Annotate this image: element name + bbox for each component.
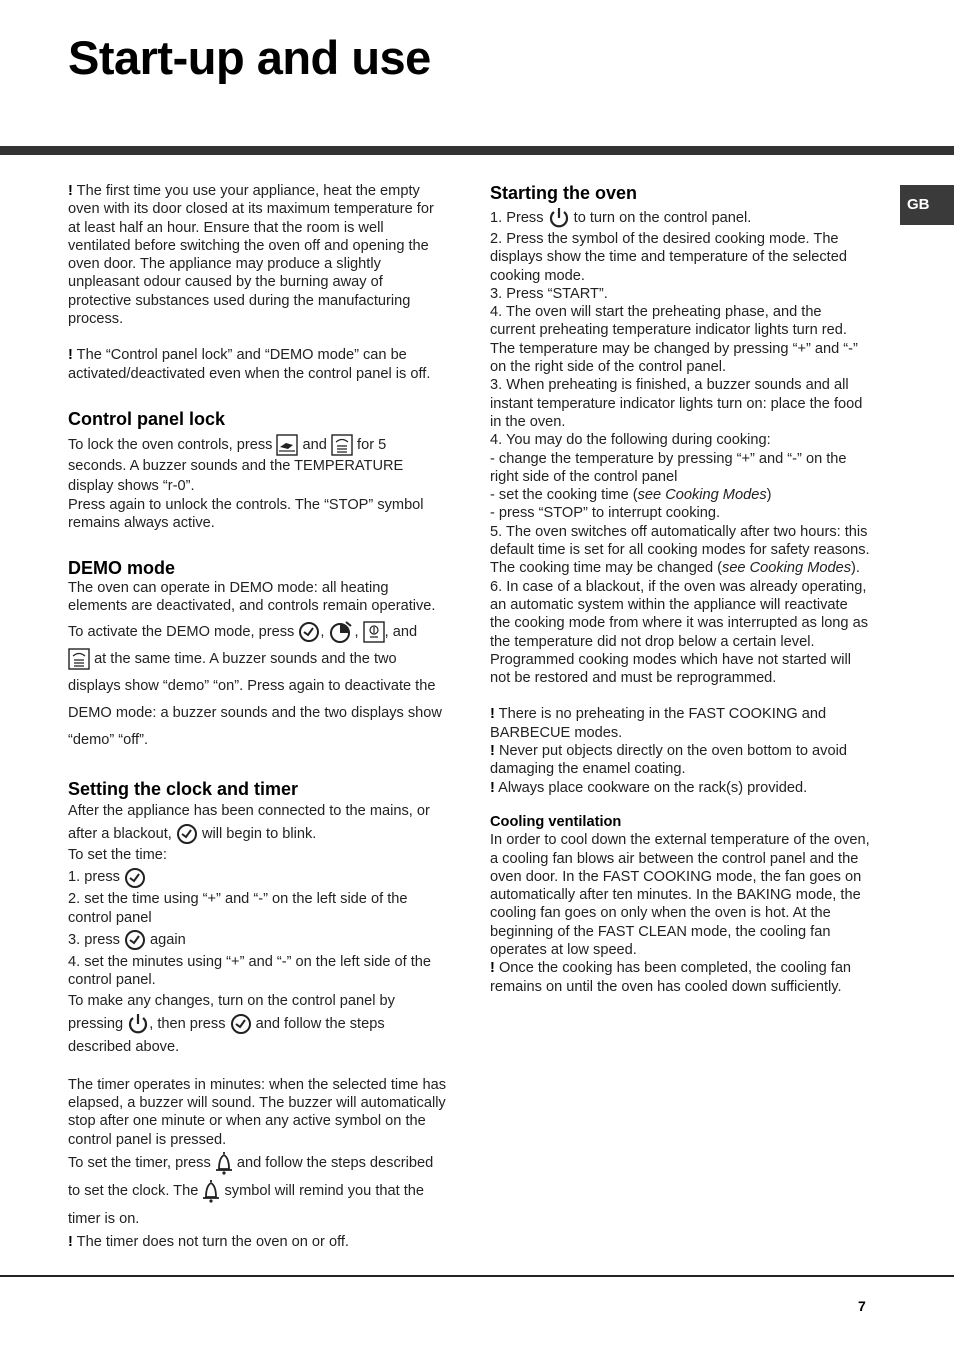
clock-step-2: 2. set the time using “+” and “-” on the left side of the control panel: [68, 891, 408, 926]
start-step-3: 3. Press “START”.: [490, 285, 608, 302]
start-step-9: - press “STOP” to interrupt cooking.: [490, 505, 721, 522]
demo-paragraph-1: The oven can operate in DEMO mode: all heating elements are deactivated, and controls remain operative.: [68, 579, 436, 614]
defrost-icon: [363, 621, 385, 643]
start-step-10: 5. The oven switches off automatically after two hours: this default time is set for all cooking modes for safety reasons.: [490, 523, 870, 559]
start-step-2: 2. Press the symbol of the desired cooking mode. The displays show the time and temperature of the selected cooking mode.: [490, 231, 847, 284]
clock-icon: [124, 867, 146, 889]
unlock-paragraph: Press again to unlock the controls. The “STOP” symbol remains always active.: [68, 496, 424, 532]
control-panel-lock-heading: Control panel lock: [68, 408, 226, 429]
right-column: [490, 182, 870, 996]
start-step-4: 4. The oven will start the preheating phase, and the current preheating temperature indicator lights turn red. The temperature may be changed by pressing “+” and “-” on the right side of the control panel.: [490, 304, 858, 376]
grill-icon: [276, 434, 298, 456]
clock-icon: [124, 929, 146, 951]
clock-step-3: 3. press again: [68, 927, 448, 953]
intro-warning-2: ! The “Control panel lock” and “DEMO mode” can be activated/deactivated even when the control panel is off.: [68, 347, 431, 382]
start-step-7: - change the temperature by pressing “+” and “-” on the right side of the control panel: [490, 450, 847, 485]
clock-step-intro: To set the time:: [68, 847, 167, 864]
footer-divider: [0, 1275, 954, 1277]
warning-mark: !: [68, 183, 73, 199]
cooking-modes-reference: see Cooking Modes: [637, 487, 767, 504]
fan-oven-icon: [331, 434, 353, 456]
intro-warning-1: ! The first time you use your appliance, heat the empty oven with its door closed at its maximum temperature for at least half an hour. Ensure that the room is well ventilated before switching the oven off and opening the oven door. The appliance may produce a slightly unpleasant odour caused by the burning away of protective substances used during the manufacturing process.: [68, 183, 434, 328]
clock-step-1: 1. press: [68, 864, 448, 890]
clock-icon: [298, 621, 320, 643]
warning-mark: !: [68, 347, 73, 364]
start-step-6: 4. You may do the following during cooking:: [490, 432, 771, 449]
start-step-12: 6. In case of a blackout, if the oven was already operating, an automatic system within the appliance will reactivate the cooking mode from where it was interrupted as long as the temperature did not drop below a certain level. Programmed cooking modes which have not started will not be restored and must be reprogrammed.: [490, 578, 869, 687]
bell-icon: [202, 1178, 220, 1204]
warning-oven-bottom: ! Never put objects directly on the oven bottom to avoid damaging the enamel coating.: [490, 743, 847, 778]
clock-step-4: 4. set the minutes using “+” and “-” on the left side of the control panel.: [68, 954, 432, 989]
timer-paragraph: The timer operates in minutes: when the selected time has elapsed, a buzzer will sound. The buzzer will automatically stop after one minute or when any active symbol on the control panel is pressed.: [68, 1076, 447, 1148]
bell-icon: [215, 1150, 233, 1176]
start-step-8: - set the cooking time (see Cooking Modes): [490, 487, 772, 504]
page-number: 7: [858, 1298, 866, 1314]
timer-set-paragraph: To set the timer, press and follow the steps described to set the clock. The symbol will remind you that the timer is on.: [68, 1149, 448, 1233]
demo-paragraph-2: To activate the DEMO mode, press , , , and at the same time. A buzzer sounds and the two displays show “demo” “on”. Press again to deactivate the DEMO mode: a buzzer sounds and the two displays show “demo” “off”.: [68, 619, 448, 754]
start-step-11: The cooking time may be changed (see Cooking Modes).: [490, 560, 860, 577]
language-tab: GB: [900, 185, 954, 225]
lock-paragraph: To lock the oven controls, press and for 5 seconds. A buzzer sounds and the TEMPERATURE display shows “r-0”.: [68, 434, 448, 496]
ventilation-paragraph: In order to cool down the external temperature of the oven, a cooling fan blows air between the control panel and the oven door. In the FAST COOKING mode, the fan goes on automatically after ten minutes. In the BAKING mode, the cooling fan goes on only when the oven is hot. At the beginning of the FAST CLEAN mode, the cooling fan operates at low speed.: [490, 832, 870, 958]
warning-cookware: ! Always place cookware on the rack(s) provided.: [490, 779, 808, 796]
clock-changes-paragraph: To make any changes, turn on the control panel by pressing , then press and follow the steps described above.: [68, 992, 395, 1055]
start-step-5: 3. When preheating is finished, a buzzer sounds and all instant temperature indicator lights turn on: place the food in the oven.: [490, 377, 863, 430]
start-step-1: 1. Press to turn on the control panel.: [490, 206, 870, 230]
clock-icon: [176, 823, 198, 845]
power-icon: [127, 1012, 149, 1036]
header-divider: [0, 146, 954, 155]
page-title: Start-up and use: [68, 31, 431, 84]
left-column: [68, 182, 448, 1251]
power-icon: [548, 206, 570, 230]
demo-mode-heading: DEMO mode: [68, 557, 176, 578]
warning-preheating: ! There is no preheating in the FAST COOKING and BARBECUE modes.: [490, 706, 827, 741]
warning-mark: !: [68, 1233, 73, 1250]
timer-warning: ! The timer does not turn the oven on or off.: [68, 1233, 349, 1250]
cooling-ventilation-heading: Cooling ventilation: [490, 813, 622, 830]
starting-oven-heading: Starting the oven: [490, 183, 638, 203]
fan-oven-icon: [68, 648, 90, 670]
clock-timer-heading: Setting the clock and timer: [68, 779, 299, 800]
clock-paragraph-1: After the appliance has been connected to the mains, or after a blackout, will begin to blink.: [68, 800, 448, 846]
clock-icon: [230, 1013, 252, 1035]
ventilation-warning: ! Once the cooking has been completed, the cooling fan remains on until the oven has cooled down sufficiently.: [490, 960, 852, 995]
timer-dial-icon: [328, 620, 354, 644]
cooking-modes-reference: see Cooking Modes: [722, 560, 852, 577]
